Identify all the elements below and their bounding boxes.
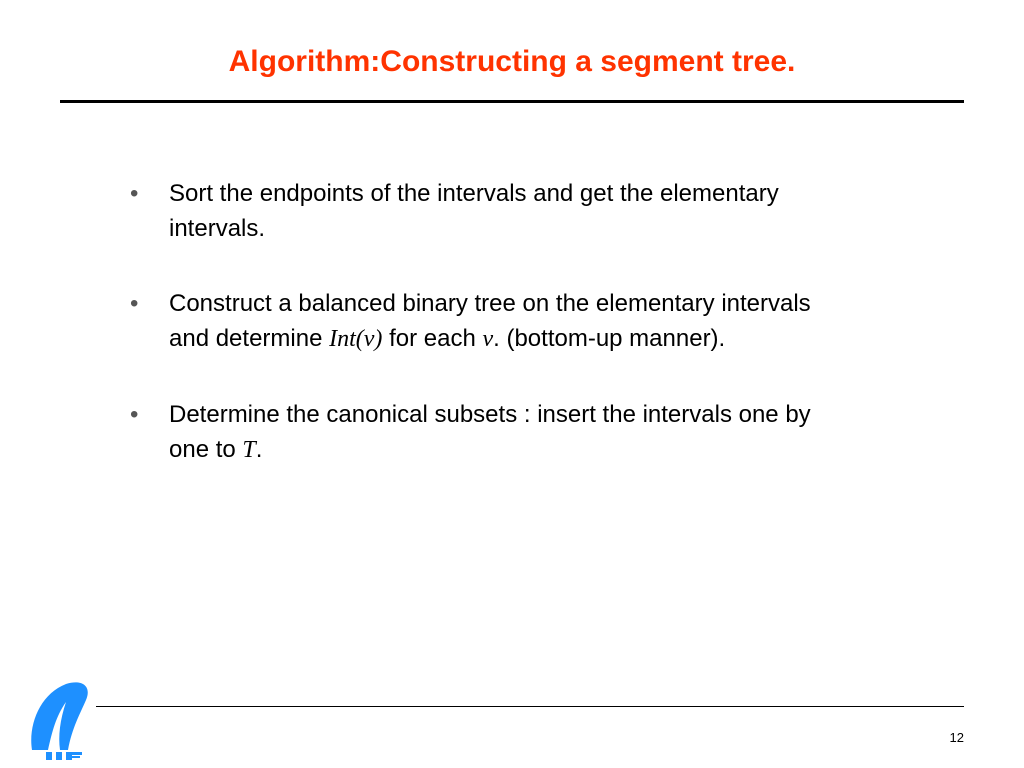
page-number: 12 <box>949 730 964 745</box>
bullet-text: Construct a balanced binary tree on the elementary intervals and determine <box>169 290 811 352</box>
math-t: T <box>242 437 256 463</box>
bullet-dot-icon: • <box>130 290 139 317</box>
bullet-text: for each <box>382 325 483 352</box>
math-v: v <box>482 326 494 352</box>
bullet-item <box>130 176 850 246</box>
bullet-item <box>130 397 850 468</box>
bullet-item <box>130 286 850 357</box>
title-divider <box>60 100 964 103</box>
bullet-text: . (bottom-up manner). <box>493 325 726 352</box>
bullet-text: Sort the endpoints of the intervals and get the elementary intervals. <box>169 180 779 242</box>
bullet-dot-icon: • <box>130 180 139 207</box>
bullet-text: . <box>255 436 263 463</box>
iif-logo-icon <box>26 680 106 760</box>
bullet-dot-icon: • <box>130 401 139 428</box>
math-int-v: Int(v) <box>329 326 383 352</box>
footer-divider <box>96 706 964 707</box>
slide-title: Algorithm:Constructing a segment tree. <box>228 45 796 78</box>
bullet-text: Determine the canonical subsets : insert the intervals one by one to <box>169 401 811 463</box>
bullet-list <box>130 176 850 508</box>
